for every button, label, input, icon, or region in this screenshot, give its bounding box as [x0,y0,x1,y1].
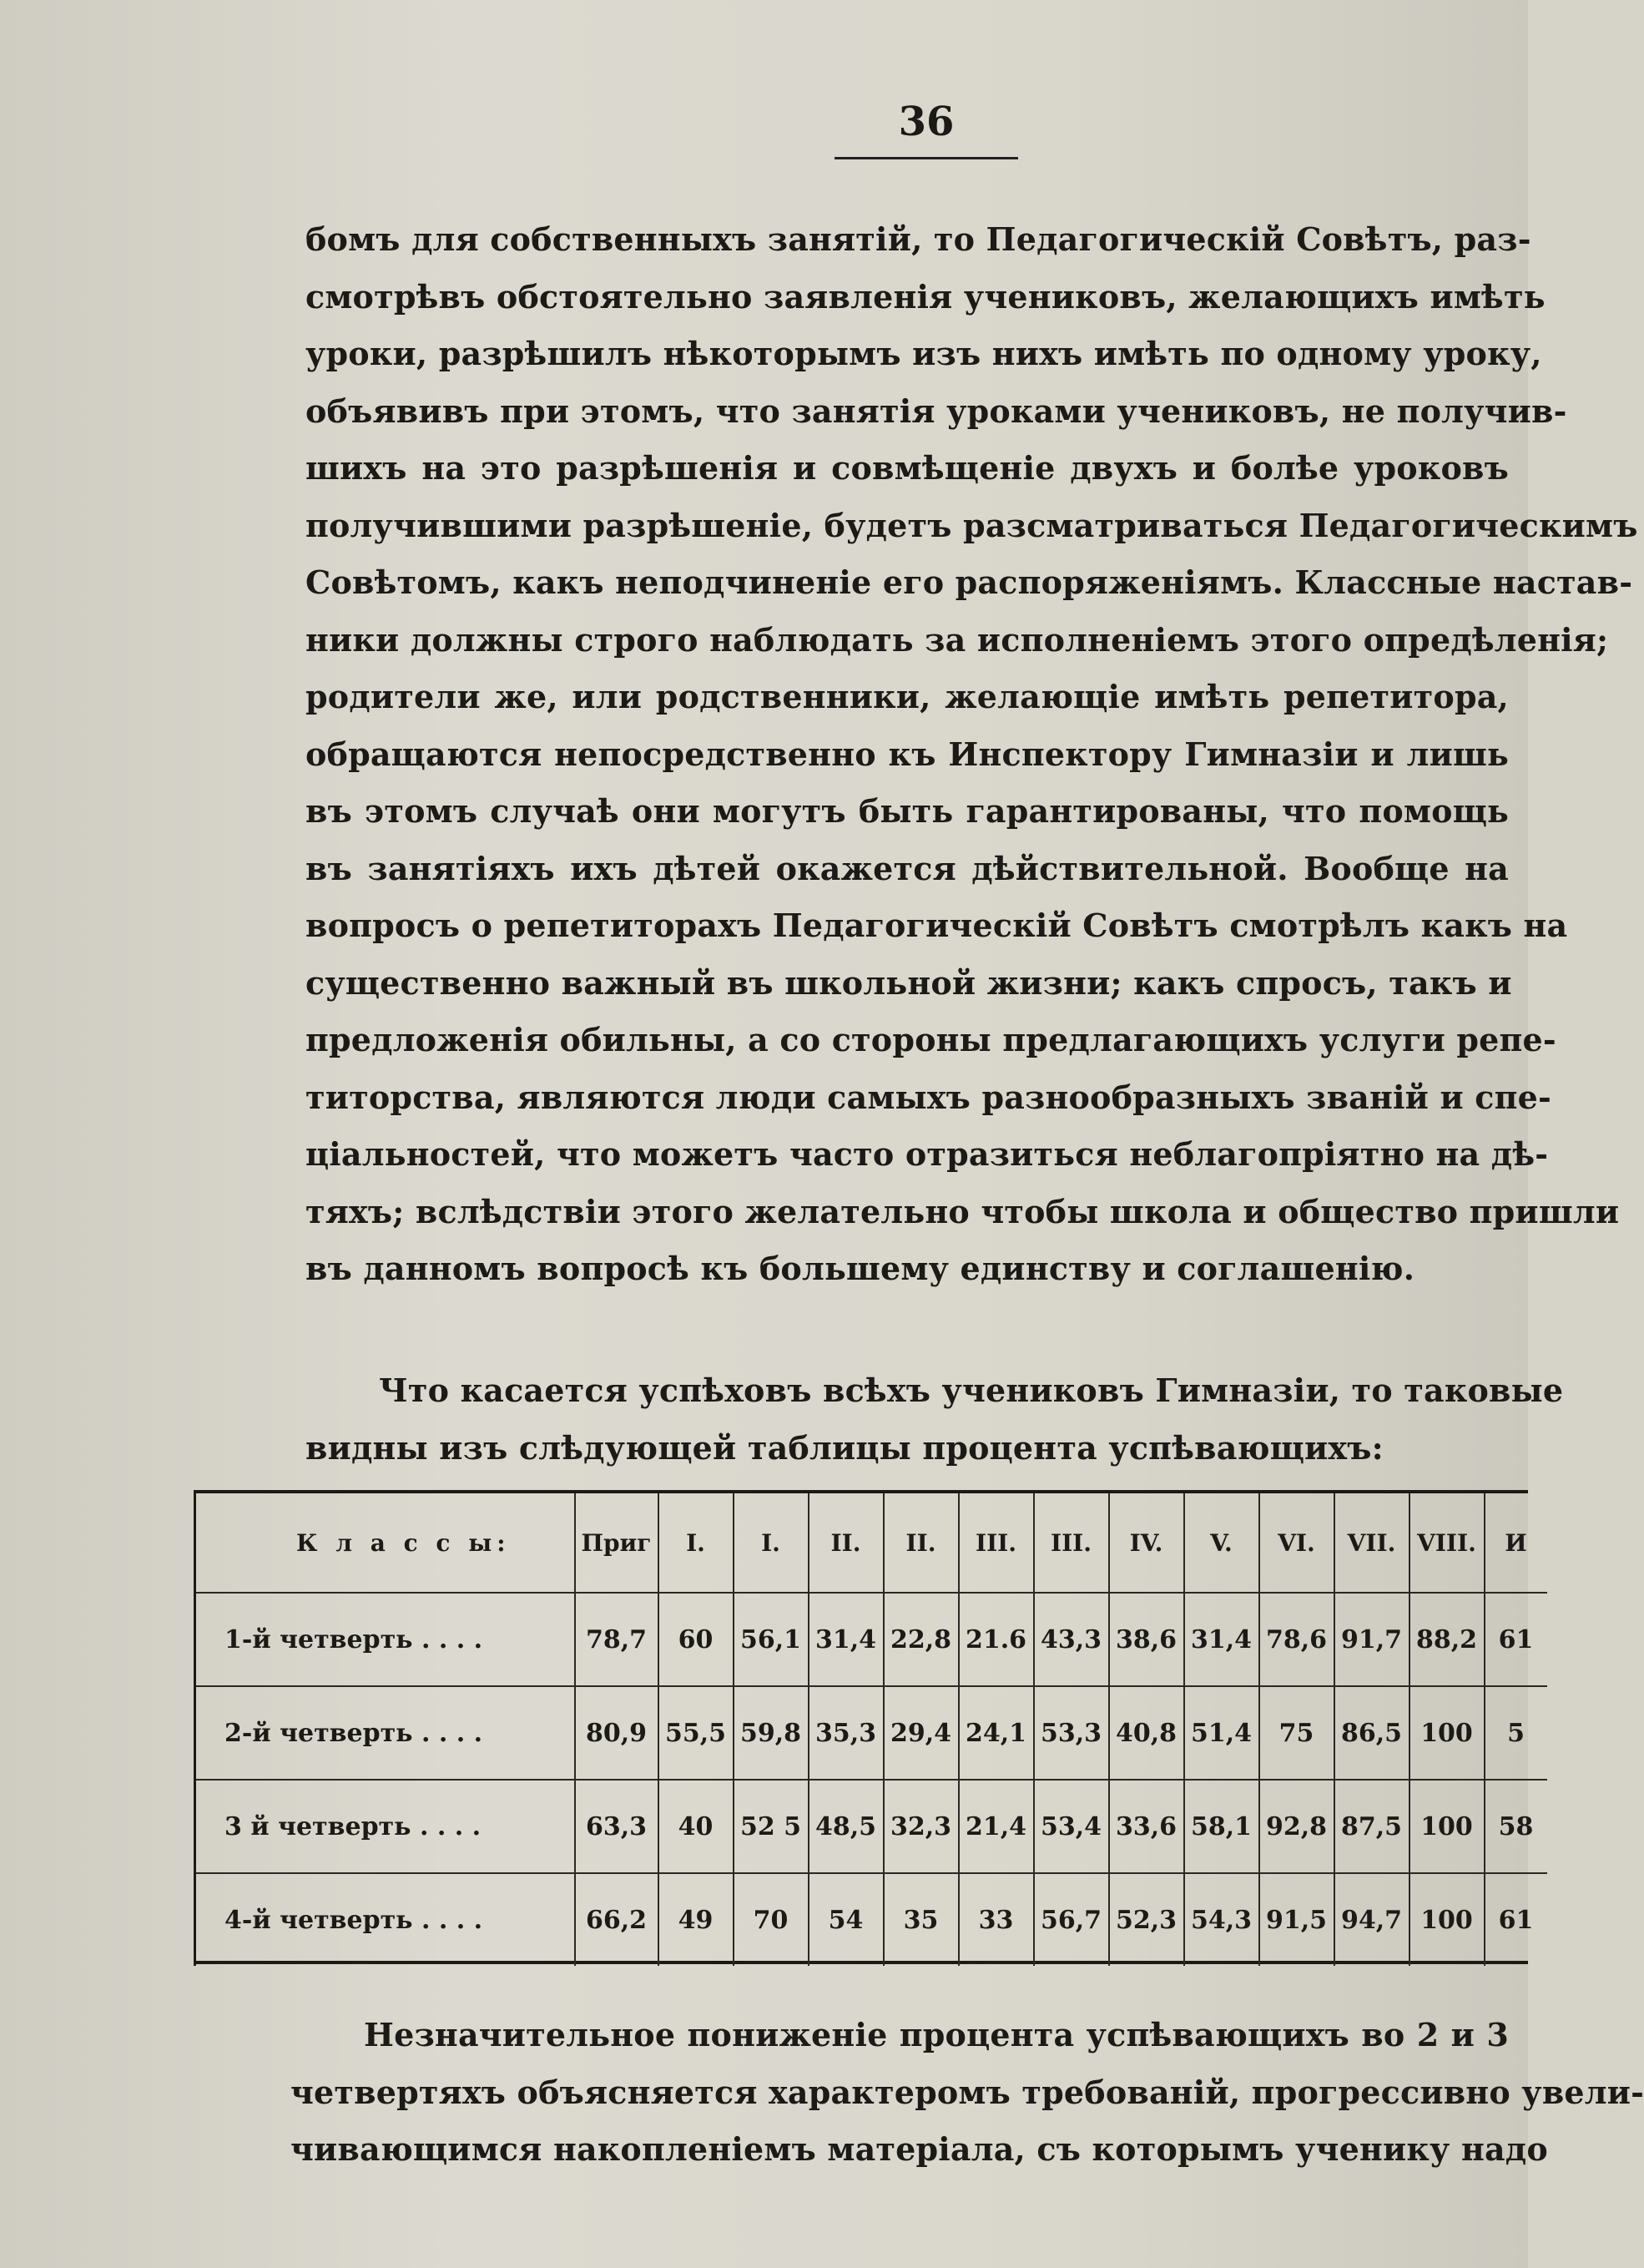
table-cell: 100 [1410,1873,1485,1966]
table-cell: 51,4 [1184,1686,1259,1780]
text-line: смотрѣвъ обстоятельно заявленія учениковъ, желающихъ имѣть [305,277,1546,316]
table-cell: 24,1 [959,1686,1034,1780]
table-cell: 100 [1410,1686,1485,1780]
table-row [195,1686,1547,1780]
table-row [195,1593,1547,1686]
table-cell: 92,8 [1259,1780,1334,1873]
text-line: Совѣтомъ, какъ неподчиненіе его распоряженіямъ. Классные настав- [305,563,1633,601]
table-cell: 55,5 [658,1686,734,1780]
table-cell: 33,6 [1109,1780,1184,1873]
text-line: существенно важный въ школьной жизни; какъ спросъ, такъ и [305,963,1512,1002]
table-cell: 48,5 [809,1780,884,1873]
table-cell: 91,7 [1334,1593,1410,1686]
table-cell: 63,3 [575,1780,658,1873]
text-line: бомъ для собственныхъ занятій, то Педагогическій Совѣтъ, раз- [305,220,1531,258]
column-header-classes: К л а с с ы: [195,1493,575,1593]
table-cell: 52,3 [1109,1873,1184,1966]
table-cell: 91,5 [1259,1873,1334,1966]
text-line: уроки, разрѣшилъ нѣкоторымъ изъ нихъ имѣть по одному уроку, [305,335,1542,372]
paragraph-repetitors [305,211,1638,1298]
text-line: въ данномъ вопросѣ къ большему единству и соглашенію. [305,1250,1415,1287]
table-cell: 35,3 [809,1686,884,1780]
table-cell: 31,4 [809,1593,884,1686]
text-line: шихъ на это разрѣшенія и совмѣщеніе двухъ и болѣе уроковъ [305,449,1509,487]
table-cell: 88,2 [1410,1593,1485,1686]
table-cell: 100 [1410,1780,1485,1873]
table-cell: 75 [1259,1686,1334,1780]
paragraph-table-intro [305,1362,1564,1477]
table-cell: 87,5 [1334,1780,1410,1873]
table-cell: 40,8 [1109,1686,1184,1780]
table-cell: 32,3 [884,1780,959,1873]
table-cell: 54 [809,1873,884,1966]
table-cell: 70 [734,1873,809,1966]
table-cell: 56,7 [1034,1873,1109,1966]
text-line: тяхъ; вслѣдствіи этого желательно чтобы школа и общество пришли [305,1192,1620,1230]
text-line: въ этомъ случаѣ они могутъ быть гарантированы, что помощь [305,792,1509,830]
column-header: III. [959,1493,1034,1593]
text-line: обращаются непосредственно къ Инспектору Гимназіи и лишь [305,735,1509,773]
text-line: ціальностей, что можетъ часто отразиться неблагопріятно на дѣ- [305,1135,1549,1173]
column-header: II. [809,1493,884,1593]
row-label: 1-й четверть . . . . [195,1593,575,1686]
text-line: родители же, или родственники, желающіе имѣть репетитора, [305,678,1509,715]
table-cell: 53,4 [1034,1780,1109,1873]
table-cell: 54,3 [1184,1873,1259,1966]
text-line: предложенія обильны, а со стороны предлагающихъ услуги репе- [305,1021,1556,1058]
text-line: въ занятіяхъ ихъ дѣтей окажется дѣйствительной. Вообще на [305,849,1509,887]
row-label: 3 й четверть . . . . [195,1780,575,1873]
column-header: II. [884,1493,959,1593]
table-cell: 60 [658,1593,734,1686]
column-header: VII. [1334,1493,1410,1593]
table-cell: 66,2 [575,1873,658,1966]
table-cell: 38,6 [1109,1593,1184,1686]
table-cell: 31,4 [1184,1593,1259,1686]
table-cell: 33 [959,1873,1034,1966]
table-cell: 49 [658,1873,734,1966]
table-cell: 78,7 [575,1593,658,1686]
table-cell: 78,6 [1259,1593,1334,1686]
text-line: Незначительное пониженіе процента успѣвающихъ во 2 и 3 [364,2016,1509,2053]
table-cell: 43,3 [1034,1593,1109,1686]
column-header: VIII. [1410,1493,1485,1593]
table-cell: 58,1 [1184,1780,1259,1873]
column-header: Приг [575,1493,658,1593]
column-header: III. [1034,1493,1109,1593]
table-row [195,1873,1547,1966]
table-cell: 29,4 [884,1686,959,1780]
table-cell: 52 5 [734,1780,809,1873]
table-cell: 22,8 [884,1593,959,1686]
text-line: вопросъ о репетиторахъ Педагогическій Совѣтъ смотрѣлъ какъ на [305,907,1568,944]
text-line: чивающимся накопленіемъ матеріала, съ которымъ ученику надо [290,2130,1548,2168]
table-cell: 5 [1485,1686,1547,1780]
column-header: I. [734,1493,809,1593]
table-cell: 35 [884,1873,959,1966]
column-header: И [1485,1493,1547,1593]
table-cell: 61 [1485,1873,1547,1966]
text-line: видны изъ слѣдующей таблицы процента успѣвающихъ: [305,1428,1384,1467]
text-line: объявивъ при этомъ, что занятія уроками учениковъ, не получив- [305,391,1567,430]
progress-table [194,1493,1547,1966]
page-number: 36 [835,98,1018,159]
paragraph-conclusion [290,2007,1644,2179]
text-line: Что касается успѣховъ всѣхъ учениковъ Гимназіи, то таковые [379,1371,1564,1409]
text-line: ники должны строго наблюдать за исполненіемъ этого опредѣленія; [305,620,1609,659]
column-header: I. [658,1493,734,1593]
row-label: 2-й четверть . . . . [195,1686,575,1780]
table-cell: 53,3 [1034,1686,1109,1780]
table-header-row [195,1493,1547,1593]
table-cell: 86,5 [1334,1686,1410,1780]
column-header: IV. [1109,1493,1184,1593]
row-label: 4-й четверть . . . . [195,1873,575,1966]
table-cell: 21.6 [959,1593,1034,1686]
table-cell: 56,1 [734,1593,809,1686]
column-header: V. [1184,1493,1259,1593]
table-cell: 40 [658,1780,734,1873]
table-cell: 59,8 [734,1686,809,1780]
text-line: четвертяхъ объясняется характеромъ требованій, прогрессивно увели- [290,2073,1644,2111]
table-cell: 21,4 [959,1780,1034,1873]
progress-table-container [194,1490,1534,1964]
table-cell: 94,7 [1334,1873,1410,1966]
table-cell: 58 [1485,1780,1547,1873]
table-cell: 80,9 [575,1686,658,1780]
text-line: получившими разрѣшеніе, будетъ разсматриваться Педагогическимъ [305,506,1638,544]
table-row [195,1780,1547,1873]
column-header: VI. [1259,1493,1334,1593]
table-cell: 61 [1485,1593,1547,1686]
text-line: титорства, являются люди самыхъ разнообразныхъ званій и спе- [305,1078,1551,1116]
